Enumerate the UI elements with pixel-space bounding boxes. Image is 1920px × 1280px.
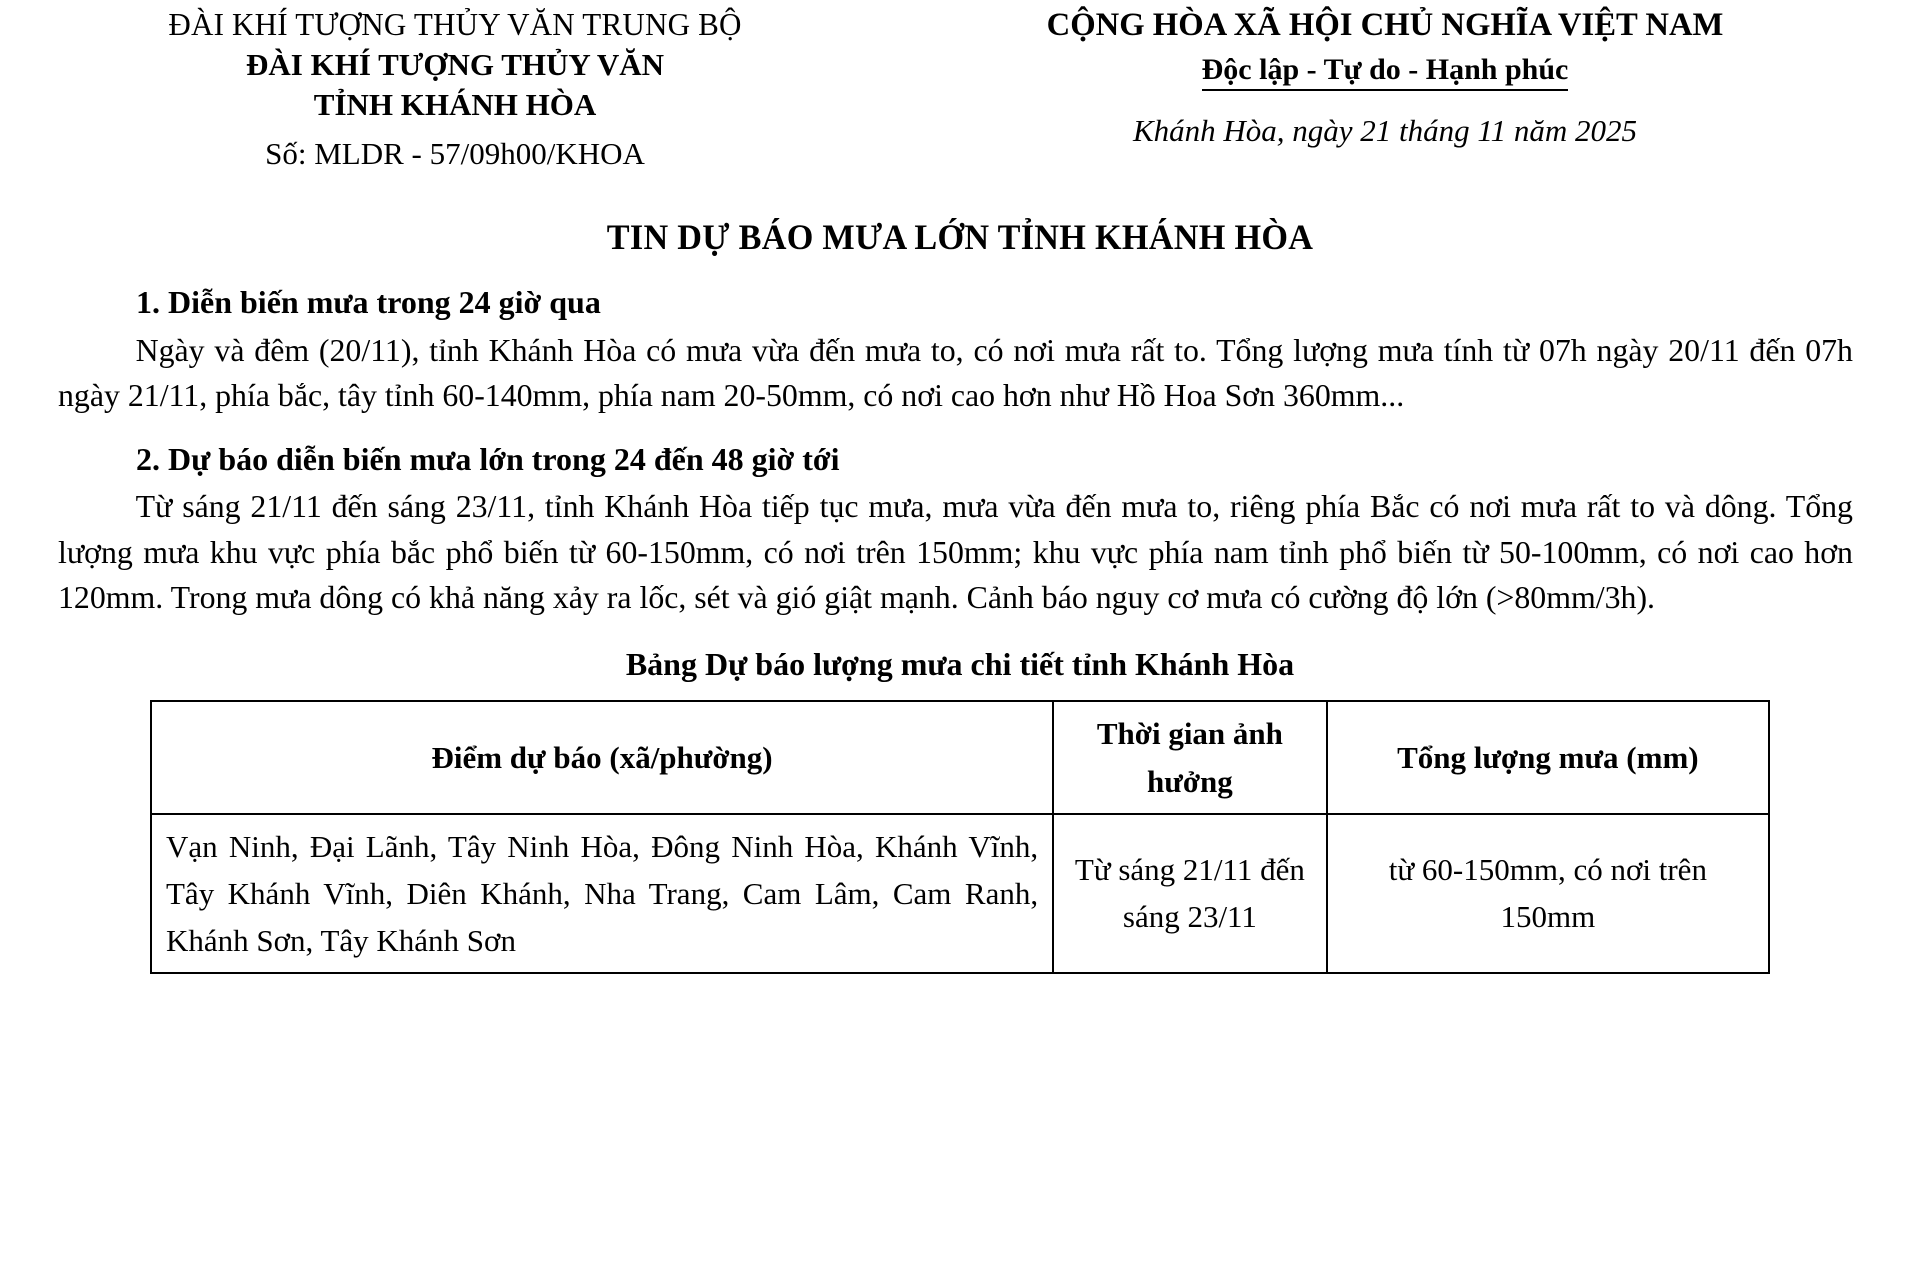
table-caption: Bảng Dự báo lượng mưa chi tiết tỉnh Khánh Hòa (625, 646, 1295, 683)
table-body (151, 814, 1769, 973)
document-number: Số: MLDR - 57/09h00/KHOA (265, 136, 645, 172)
cell-locations: Vạn Ninh, Đại Lãnh, Tây Ninh Hòa, Đông Ninh Hòa, Khánh Vĩnh, Tây Khánh Vĩnh, Diên Khánh, Nha Trang, Cam Lâm, Cam Ranh, Khánh Sơn, Tây Khánh Sơn (151, 814, 1053, 973)
page-title: TIN DỰ BÁO MƯA LỚN TỈNH KHÁNH HÒA (606, 217, 1314, 258)
motto-wrapper (880, 53, 1890, 91)
document-header (0, 0, 1920, 172)
rainfall-forecast-table (150, 700, 1770, 974)
place-and-date: Khánh Hòa, ngày 21 tháng 11 năm 2025 (1132, 112, 1638, 148)
document-body (0, 280, 1920, 683)
forecast-table-wrapper (0, 700, 1920, 974)
agency-name: ĐÀI KHÍ TƯỢNG THỦY VĂN (246, 46, 664, 82)
section-2-heading: 2. Dự báo diễn biến mưa lớn trong 24 đến 48 giờ tới (136, 440, 840, 477)
agency-province: TỈNH KHÁNH HÒA (313, 86, 597, 122)
column-header-rainfall: Tổng lượng mưa (mm) (1327, 701, 1769, 813)
column-header-location: Điểm dự báo (xã/phường) (151, 701, 1053, 813)
parent-agency-name: ĐÀI KHÍ TƯỢNG THỦY VĂN TRUNG BỘ (168, 6, 742, 42)
cell-time-window: Từ sáng 21/11 đến sáng 23/11 (1053, 814, 1327, 973)
cell-rainfall-total: từ 60-150mm, có nơi trên 150mm (1327, 814, 1769, 973)
table-header-row (151, 701, 1769, 813)
table-head (151, 701, 1769, 813)
section-1-heading: 1. Diễn biến mưa trong 24 giờ qua (136, 284, 601, 321)
national-motto: Độc lập - Tự do - Hạnh phúc (1202, 53, 1569, 91)
column-header-time: Thời gian ảnh hưởng (1053, 701, 1327, 813)
section-2-paragraph: Từ sáng 21/11 đến sáng 23/11, tỉnh Khánh Hòa tiếp tục mưa, mưa vừa đến mưa to, riêng phía Bắc có nơi mưa rất to và dông. Tổng lượng mưa khu vực phía bắc phổ biến từ 60-150mm, có nơi trên 150mm; khu vực phía nam tỉnh phổ biến từ 50-100mm, có nơi cao hơn 120mm. Trong mưa dông có khả năng xảy ra lốc, sét và gió giật mạnh. Cảnh báo nguy cơ mưa có cường độ lớn (>80mm/3h). (58, 488, 1853, 615)
national-title: CỘNG HÒA XÃ HỘI CHỦ NGHĨA VIỆT NAM (1046, 7, 1724, 43)
section-1-paragraph: Ngày và đêm (20/11), tỉnh Khánh Hòa có mưa vừa đến mưa to, có nơi mưa rất to. Tổng lượng mưa tính từ 07h ngày 20/11 đến 07h ngày 21/11, phía bắc, tây tỉnh 60-140mm, phía nam 20-50mm, có nơi cao hơn như Hồ Hoa Sơn 360mm... (58, 331, 1853, 414)
table-row (151, 814, 1769, 973)
issuing-authority-block (0, 6, 880, 172)
national-heading-block (880, 6, 1890, 149)
